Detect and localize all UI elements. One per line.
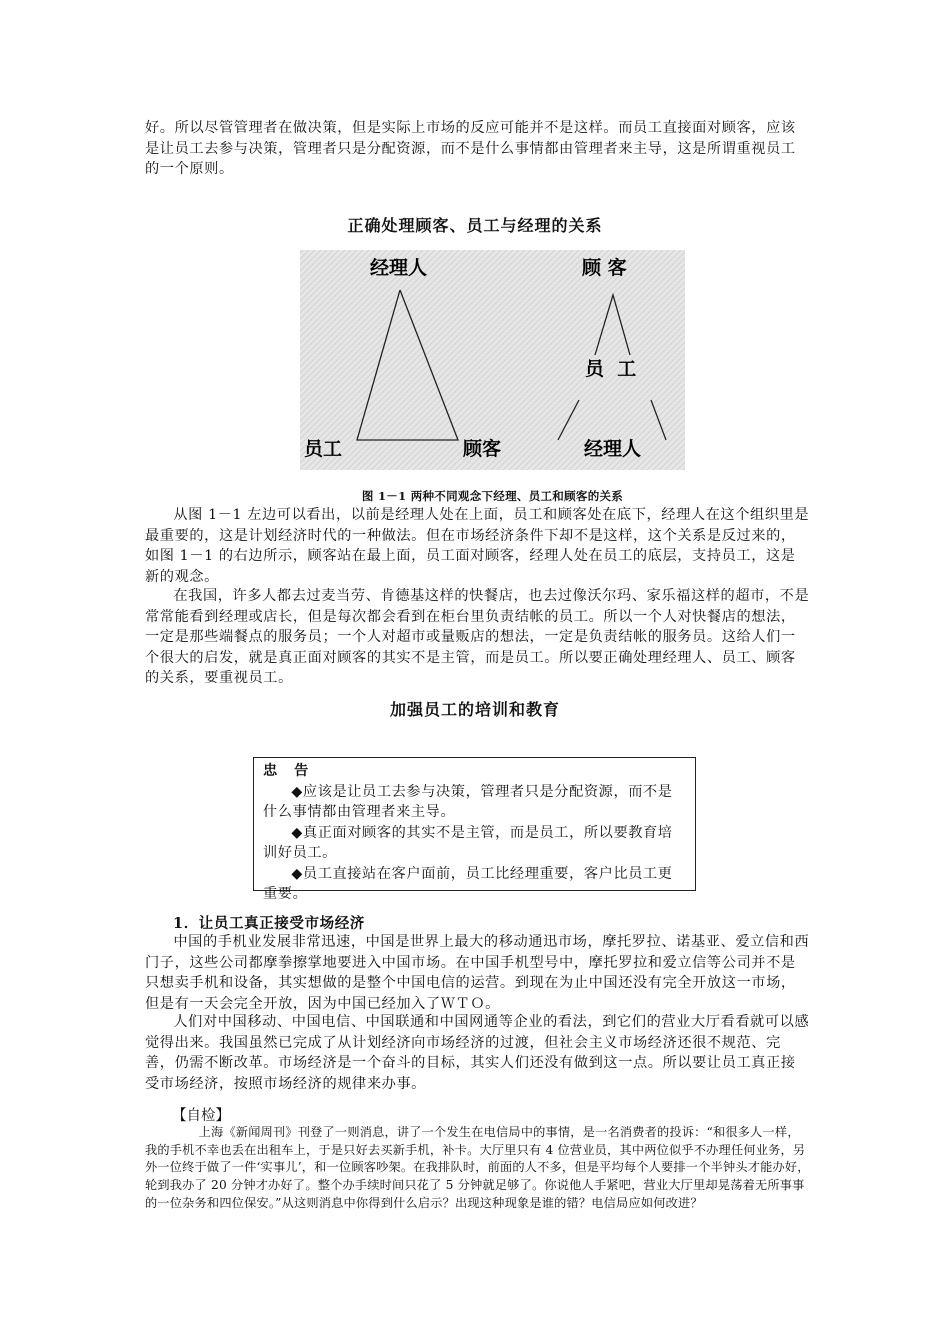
right-top-label: 顾 客	[582, 257, 627, 279]
warning-title: 忠 告	[263, 763, 315, 779]
section-title-training: 加强员工的培训和教育	[389, 700, 560, 719]
left-bottom-left-label: 员工	[304, 438, 343, 460]
subsection-title: 1．让员工真正接受市场经济	[173, 915, 365, 932]
relationship-diagram	[300, 250, 685, 470]
subsection-paragraph-2: 人们对中国移动、中国电信、中国联通和中国网通等企业的看法，到它们的营业大厅看看就可以感觉得出来。我国虽然已完成了从计划经济向市场经济的过渡，但社会主义市场经济还很不规范、完善，仍需不断改革。市场经济是一个奋斗的目标，其实人们还没有做到这一点。所以要让员工真正接受市场经济，按照市场经济的规律来办事。	[145, 1014, 810, 1092]
body-paragraph-1: 从图 1－1 左边可以看出，以前是经理人处在上面，员工和顾客处在底下，经理人在这个组织里是最重要的，这是计划经济时代的一种做法。但在市场经济条件下却不是这样，这个关系是反过来的，如图 1－1 的右边所示，顾客站在最上面，员工面对顾客，经理人处在员工的底层，支持员工，这是新的观念。	[145, 507, 810, 585]
warning-item-3: ◆员工直接站在客户面前，员工比经理重要，客户比员工更重要。	[263, 865, 673, 902]
subsection-paragraph-1: 中国的手机业发展非常迅速，中国是世界上最大的移动通迅市场，摩托罗拉、诺基亚、爱立信和西门子，这些公司都摩拳擦掌地要进入中国市场。在中国手机型号中，摩托罗拉和爱立信等公司并不是只想卖手机和设备，其实想做的是整个中国电信的运营。到现在为止中国还没有完全开放这一市场，但是有一天会完全开放，因为中国已经加入了ＷＴＯ。	[145, 934, 810, 1012]
warning-box	[253, 757, 696, 902]
relationship-figure	[300, 250, 685, 470]
warning-item-1: ◆应该是让员工去参与决策，管理者只是分配资源，而不是什么事情都由管理者来主导。	[263, 783, 673, 820]
intro-paragraph: 好。所以尽管管理者在做决策，但是实际上市场的反应可能并不是这样。而员工直接面对顾客，应该是让员工去参与决策，管理者只是分配资源，而不是什么事情都由管理者来主导，这是所谓重视员工的一个原则。	[145, 120, 796, 177]
left-top-label: 经理人	[370, 257, 428, 279]
self-check-text: 上海《新闻周刊》刊登了一则消息，讲了一个发生在电信局中的事情，是一名消费者的投诉：“和很多人一样，我的手机不幸也丢在出租车上，于是只好去买新手机，补卡。大厅里只有 4 位营业员，其中两位似乎不办理任何业务，另外一位终于做了一件‘实事儿’，和一位顾客吵架。在我排队时，前面的人不多，但是平均每个人要排一个半钟头才能办好，轮到我办了 20 分钟才办好了。整个办手续时间只花了 5 分钟就足够了。你说他人手紧吧，营业大厅里却晃荡着无所事事的一位杂务和四位保安。”从这则消息中你得到什么启示？出现这种现象是谁的错？电信局应如何改进？	[145, 1125, 810, 1210]
self-check-title: 【自检】	[172, 1108, 230, 1124]
figure-caption: 图 1－1 两种不同观念下经理、员工和顾客的关系	[361, 489, 624, 503]
right-bottom-label: 经理人	[584, 438, 642, 460]
left-bottom-right-label: 顾客	[463, 438, 502, 460]
warning-item-2: ◆真正面对顾客的其实不是主管，而是员工，所以要教育培训好员工。	[263, 824, 673, 861]
right-mid-label: 员 工	[585, 358, 637, 380]
body-paragraph-2: 在我国，许多人都去过麦当劳、肯德基这样的快餐店，也去过像沃尔玛、家乐福这样的超市，不是常常能看到经理或店长，但是每次都会看到在柜台里负责结帐的员工。所以一个人对快餐店的想法，一定是那些端餐点的服务员；一个人对超市或量贩店的想法，一定是负责结帐的服务员。这给人们一个很大的启发，就是真正面对顾客的其实不是主管，而是员工。所以要正确处理经理人、员工、顾客的关系，要重视员工。	[145, 588, 810, 686]
section-title-relations: 正确处理顾客、员工与经理的关系	[347, 216, 603, 235]
